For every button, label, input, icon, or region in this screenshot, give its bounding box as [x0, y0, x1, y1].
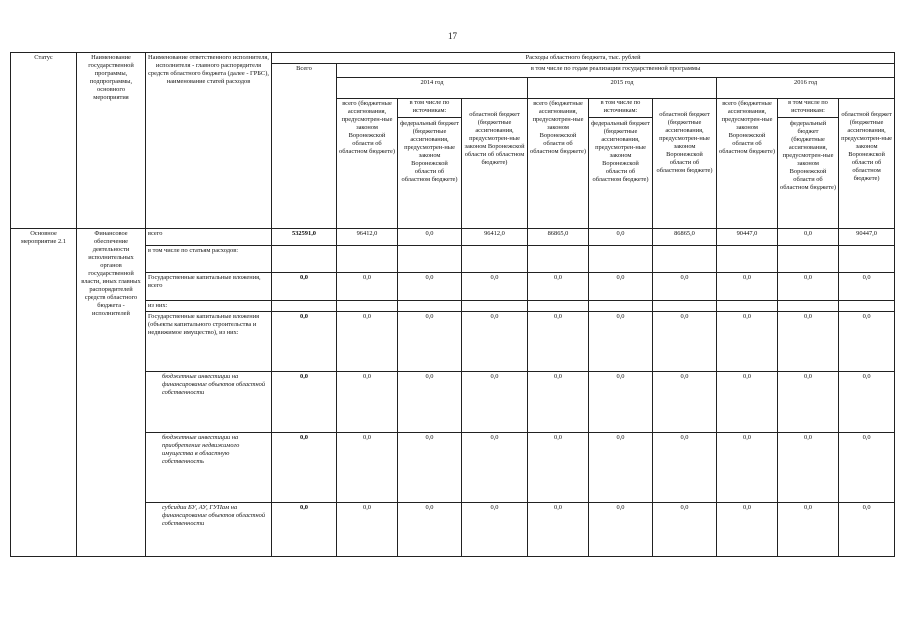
header-total-2015: всего (бюджетные ассигнования, предусмотрен-ные законом Воронежской области об областном бюджете) [528, 99, 589, 229]
row-1-val-5 [589, 246, 653, 273]
header-status: Статус [11, 53, 77, 229]
row-7-val-2: 0,0 [398, 503, 462, 557]
row-3-val-5 [589, 301, 653, 312]
row-label-3: из них: [146, 301, 272, 312]
row-7-val-8: 0,0 [778, 503, 839, 557]
row-5-val-2: 0,0 [398, 372, 462, 433]
row-4-val-3: 0,0 [462, 312, 528, 372]
header-year-2014: 2014 год [337, 78, 528, 99]
header-federal-2015-text: федеральный бюджет (бюджетные ассигнования, предусмотрен-ные законом Воронежской области об областном бюджете) [591, 120, 650, 183]
row-6-val-1: 0,0 [337, 433, 398, 503]
row-0-val-8: 0,0 [778, 229, 839, 246]
row-2-val-8: 0,0 [778, 273, 839, 301]
row-7-val-5: 0,0 [589, 503, 653, 557]
row-5-val-3: 0,0 [462, 372, 528, 433]
header-federal-2014-text: федеральный бюджет (бюджетные ассигнования, предусмотрен-ные законом Воронежской области об областном бюджете) [400, 120, 459, 183]
row-0-val-0: 532591,0 [272, 229, 337, 246]
row-1-val-9 [839, 246, 895, 273]
row-5-val-8: 0,0 [778, 372, 839, 433]
row-3-val-1 [337, 301, 398, 312]
row-1-val-1 [337, 246, 398, 273]
row-6-val-8: 0,0 [778, 433, 839, 503]
row-3-val-2 [398, 301, 462, 312]
row-4-val-1: 0,0 [337, 312, 398, 372]
row-label-5: бюджетные инвестиции на финансирование объектов областной собственности [146, 372, 272, 433]
row-7-val-0: 0,0 [272, 503, 337, 557]
budget-table [10, 52, 895, 557]
row-2-val-2: 0,0 [398, 273, 462, 301]
row-0-val-4: 86865,0 [528, 229, 589, 246]
header-sources-2014: в том числе по источникам: [398, 99, 461, 118]
row-label-1: в том числе по статьям расходов: [146, 246, 272, 273]
row-1-val-4 [528, 246, 589, 273]
row-0-val-5: 0,0 [589, 229, 653, 246]
row-6-val-2: 0,0 [398, 433, 462, 503]
header-executor: Наименование ответственного исполнителя, исполнителя - главного распорядителя средств областного бюджета (далее - ГРБС), наименование статей расходов [146, 53, 272, 229]
row-6-val-3: 0,0 [462, 433, 528, 503]
row-4-val-8: 0,0 [778, 312, 839, 372]
row-4-val-2: 0,0 [398, 312, 462, 372]
row-4-val-0: 0,0 [272, 312, 337, 372]
row-2-val-4: 0,0 [528, 273, 589, 301]
row-3-val-3 [462, 301, 528, 312]
row-2-val-1: 0,0 [337, 273, 398, 301]
row-0-val-6: 86865,0 [653, 229, 717, 246]
row-1-val-6 [653, 246, 717, 273]
row-1-val-0 [272, 246, 337, 273]
row-7-val-3: 0,0 [462, 503, 528, 557]
row-3-val-4 [528, 301, 589, 312]
row-1-val-7 [717, 246, 778, 273]
row-label-7: субсидии БУ, АУ, ГУПам на финансирование объектов областной собственности [146, 503, 272, 557]
row-6-val-4: 0,0 [528, 433, 589, 503]
row-2-val-3: 0,0 [462, 273, 528, 301]
row-7-val-9: 0,0 [839, 503, 895, 557]
header-federal-2015 [589, 99, 653, 229]
row-0-val-2: 0,0 [398, 229, 462, 246]
status-cell: Основное мероприятие 2.1 [11, 229, 77, 557]
header-year-2016: 2016 год [717, 78, 895, 99]
row-2-val-0: 0,0 [272, 273, 337, 301]
header-regional-2016: областной бюджет (бюджетные ассигнования, предусмотрен-ные законом Воронежской области об областном бюджете) [839, 99, 895, 229]
header-program-name: Наименование государственной программы, подпрограммы, основного мероприятия [77, 53, 146, 229]
row-3-val-7 [717, 301, 778, 312]
row-5-val-4: 0,0 [528, 372, 589, 433]
header-total-2016: всего (бюджетные ассигнования, предусмотрен-ные законом Воронежской области об областном бюджете) [717, 99, 778, 229]
row-2-val-7: 0,0 [717, 273, 778, 301]
row-5-val-1: 0,0 [337, 372, 398, 433]
header-regional-2014: областной бюджет (бюджетные ассигнования, предусмотрен-ные законом Воронежской области об областном бюджете) [462, 99, 528, 229]
row-7-val-6: 0,0 [653, 503, 717, 557]
row-3-val-9 [839, 301, 895, 312]
row-4-val-6: 0,0 [653, 312, 717, 372]
row-3-val-8 [778, 301, 839, 312]
row-5-val-0: 0,0 [272, 372, 337, 433]
row-4-val-5: 0,0 [589, 312, 653, 372]
header-sources-2016: в том числе по источникам: [778, 99, 838, 118]
header-federal-2016 [778, 99, 839, 229]
program-name-cell: Финансовое обеспечение деятельности исполнительных органов государственной власти, иных главных распорядителей средств областного бюджета - исполнителей [77, 229, 146, 557]
row-7-val-4: 0,0 [528, 503, 589, 557]
row-label-2: Государственные капитальные вложения, всего [146, 273, 272, 301]
row-0-val-3: 96412,0 [462, 229, 528, 246]
row-1-val-8 [778, 246, 839, 273]
row-5-val-9: 0,0 [839, 372, 895, 433]
row-label-4: Государственные капитальные вложения (объекты капитального строительства и недвижимое имущество), из них: [146, 312, 272, 372]
row-label-6: бюджетные инвестиции на приобретение недвижимого имущества в областную собственность [146, 433, 272, 503]
header-year-2015: 2015 год [528, 78, 717, 99]
row-6-val-0: 0,0 [272, 433, 337, 503]
header-federal-2014 [398, 99, 462, 229]
row-4-val-7: 0,0 [717, 312, 778, 372]
header-total-2014: всего (бюджетные ассигнования, предусмотрен-ные законом Воронежской области об областном бюджете) [337, 99, 398, 229]
row-6-val-9: 0,0 [839, 433, 895, 503]
row-label-0: всего [146, 229, 272, 246]
row-4-val-9: 0,0 [839, 312, 895, 372]
row-7-val-7: 0,0 [717, 503, 778, 557]
page-number: 17 [448, 31, 457, 41]
header-sources-2015: в том числе по источникам: [589, 99, 652, 118]
row-4-val-4: 0,0 [528, 312, 589, 372]
row-3-val-6 [653, 301, 717, 312]
row-3-val-0 [272, 301, 337, 312]
header-by-years: в том числе по годам реализации государственной программы [337, 64, 895, 78]
row-6-val-5: 0,0 [589, 433, 653, 503]
row-0-val-1: 96412,0 [337, 229, 398, 246]
row-6-val-7: 0,0 [717, 433, 778, 503]
row-6-val-6: 0,0 [653, 433, 717, 503]
row-0-val-7: 90447,0 [717, 229, 778, 246]
row-2-val-9: 0,0 [839, 273, 895, 301]
row-1-val-3 [462, 246, 528, 273]
row-5-val-7: 0,0 [717, 372, 778, 433]
row-5-val-6: 0,0 [653, 372, 717, 433]
row-5-val-5: 0,0 [589, 372, 653, 433]
row-0-val-9: 90447,0 [839, 229, 895, 246]
row-2-val-5: 0,0 [589, 273, 653, 301]
row-7-val-1: 0,0 [337, 503, 398, 557]
header-expenses: Расходы областного бюджета, тыс. рублей [272, 53, 895, 64]
row-2-val-6: 0,0 [653, 273, 717, 301]
header-total: Всего [272, 64, 337, 229]
row-1-val-2 [398, 246, 462, 273]
header-federal-2016-text: федеральный бюджет (бюджетные ассигнования, предусмотрен-ные законом Воронежской области об областном бюджете) [780, 120, 836, 191]
header-regional-2015: областной бюджет (бюджетные ассигнования, предусмотрен-ные законом Воронежской области об областном бюджете) [653, 99, 717, 229]
